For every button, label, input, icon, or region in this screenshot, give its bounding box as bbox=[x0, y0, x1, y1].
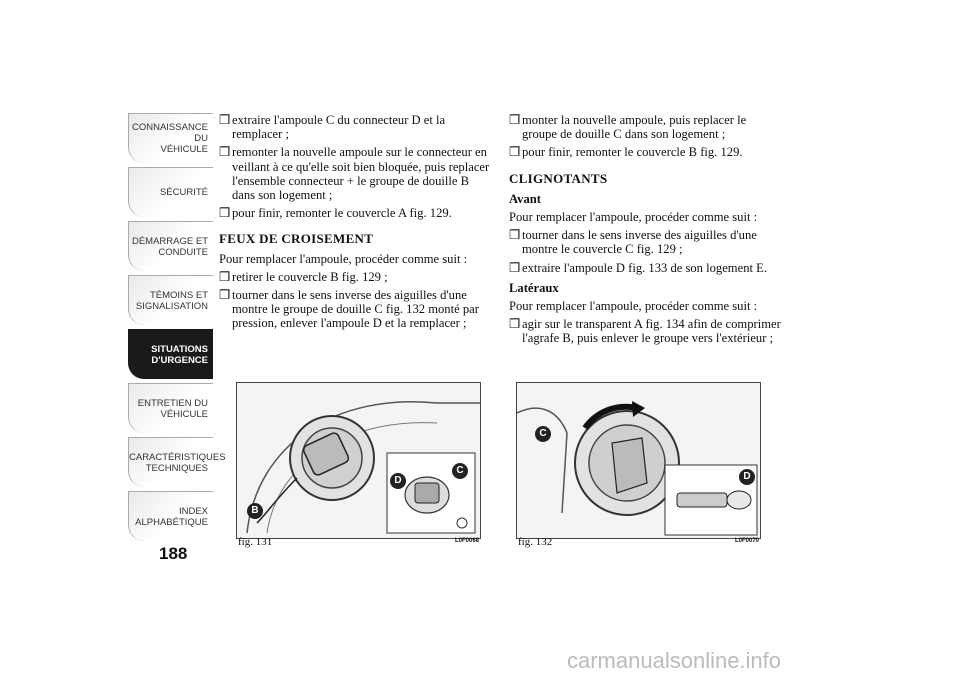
list-item bbox=[219, 113, 494, 141]
tab-label: CONNAISSANCE DU bbox=[131, 122, 208, 144]
checkbox-bullet-icon: ❒ bbox=[219, 269, 231, 284]
list-item-text: tourner dans le sens inverse des aiguilles d'une montre le groupe de douille C fig. 132 monté par pression, enlever l'ampoule D et la remplacer ; bbox=[232, 288, 479, 331]
list-item bbox=[509, 317, 784, 345]
tab-label: CONDUITE bbox=[158, 246, 208, 258]
figure-caption-text: fig. 132 bbox=[518, 536, 553, 548]
page-number: 188 bbox=[159, 544, 188, 563]
section-heading: CLIGNOTANTS bbox=[509, 170, 608, 186]
tab-index-alphabetique[interactable] bbox=[128, 491, 213, 541]
list-item bbox=[219, 288, 494, 331]
intro-text: Pour remplacer l'ampoule, procéder comme suit : bbox=[219, 251, 468, 266]
checkbox-bullet-icon: ❒ bbox=[219, 113, 231, 127]
left-column bbox=[219, 113, 494, 335]
list-item-text: extraire l'ampoule D fig. 133 de son logement E. bbox=[522, 260, 767, 275]
figure-caption-text: fig. 131 bbox=[238, 536, 273, 548]
list-item-text: tourner dans le sens inverse des aiguilles d'une montre le couvercle C fig. 129 ; bbox=[522, 228, 757, 257]
callout-b: B bbox=[247, 503, 263, 519]
tab-label: INDEX bbox=[178, 505, 208, 517]
list-item bbox=[219, 206, 494, 220]
tab-label: SITUATIONS bbox=[151, 343, 208, 355]
tab-demarrage-et-conduite[interactable] bbox=[128, 221, 213, 271]
figure-code: L0F0068 bbox=[454, 538, 479, 544]
figure-132-caption bbox=[518, 536, 761, 548]
checkbox-bullet-icon: ❒ bbox=[219, 206, 231, 221]
list-item-text: pour finir, remonter le couvercle A fig. 129. bbox=[232, 206, 452, 221]
tab-label: VÉHICULE bbox=[160, 144, 208, 155]
tab-caracteristiques-techniques[interactable] bbox=[128, 437, 226, 487]
list-item-text: extraire l'ampoule C du connecteur D et la remplacer ; bbox=[232, 113, 446, 142]
headlamp-rear-illustration bbox=[237, 383, 480, 538]
list-item-text: retirer le couvercle B fig. 129 ; bbox=[232, 269, 388, 284]
checkbox-bullet-icon: ❒ bbox=[509, 228, 521, 243]
list-item-text: pour finir, remonter le couvercle B fig. 129. bbox=[522, 145, 743, 160]
tab-label: SÉCURITÉ bbox=[159, 187, 208, 198]
list-item bbox=[219, 145, 494, 202]
list-item-text: remonter la nouvelle ampoule sur le connecteur en veillant à ce qu'elle soit bien bloquée, puis replacer l'ensemble connecteur + le groupe de douille B dans son logement ; bbox=[232, 145, 490, 203]
tab-entretien-du-vehicule[interactable] bbox=[128, 383, 213, 433]
checkbox-bullet-icon: ❒ bbox=[509, 113, 521, 127]
subsection-heading: Avant bbox=[509, 191, 541, 206]
bulb-socket-illustration bbox=[517, 383, 760, 538]
tab-label: CARACTÉRISTIQUES bbox=[129, 451, 226, 463]
tab-label: TECHNIQUES bbox=[145, 462, 208, 474]
checkbox-bullet-icon: ❒ bbox=[219, 145, 231, 160]
tab-label: ENTRETIEN DU bbox=[137, 397, 208, 409]
intro-text: Pour remplacer l'ampoule, procéder comme suit : bbox=[509, 299, 758, 314]
callout-d: D bbox=[739, 469, 755, 485]
tab-label: ALPHABÉTIQUE bbox=[135, 516, 208, 528]
list-item bbox=[509, 113, 784, 141]
list-item bbox=[509, 261, 784, 275]
tab-label: TÉMOINS ET bbox=[149, 289, 208, 301]
figure-132-illustration bbox=[516, 382, 761, 539]
list-item bbox=[509, 228, 784, 256]
list-item-text: agir sur le transparent A fig. 134 afin de comprimer l'agrafe B, puis enlever le groupe vers l'extérieur ; bbox=[522, 317, 781, 346]
tab-temoins-et-signalisation[interactable] bbox=[128, 275, 213, 325]
list-item bbox=[509, 145, 784, 159]
chapter-sidebar bbox=[128, 113, 226, 545]
tab-connaissance-du-vehicule[interactable] bbox=[128, 113, 213, 163]
list-item bbox=[219, 270, 494, 284]
tab-label: D'URGENCE bbox=[151, 354, 208, 366]
tab-securite[interactable] bbox=[128, 167, 213, 217]
figure-131-caption bbox=[238, 536, 481, 548]
tab-label: SIGNALISATION bbox=[135, 300, 208, 312]
checkbox-bullet-icon: ❒ bbox=[509, 317, 521, 332]
list-item-text: monter la nouvelle ampoule, puis replacer le groupe de douille C dans son logement ; bbox=[522, 113, 747, 142]
checkbox-bullet-icon: ❒ bbox=[219, 288, 231, 303]
figure-code: L0F0070 bbox=[734, 538, 759, 544]
subsection-heading: Latéraux bbox=[509, 280, 559, 295]
watermark-text: carmanualsonline.info bbox=[567, 648, 782, 673]
intro-text: Pour remplacer l'ampoule, procéder comme suit : bbox=[509, 210, 758, 225]
checkbox-bullet-icon: ❒ bbox=[509, 260, 521, 275]
right-column bbox=[509, 113, 784, 350]
callout-c: C bbox=[452, 463, 468, 479]
checkbox-bullet-icon: ❒ bbox=[509, 145, 521, 160]
callout-c: C bbox=[535, 426, 551, 442]
figure-131-illustration bbox=[236, 382, 481, 539]
callout-d: D bbox=[390, 473, 406, 489]
tab-situations-d-urgence[interactable] bbox=[128, 329, 213, 379]
tab-label: DÉMARRAGE ET bbox=[131, 235, 208, 247]
tab-label: VÉHICULE bbox=[160, 408, 208, 420]
section-heading: FEUX DE CROISEMENT bbox=[219, 231, 374, 247]
